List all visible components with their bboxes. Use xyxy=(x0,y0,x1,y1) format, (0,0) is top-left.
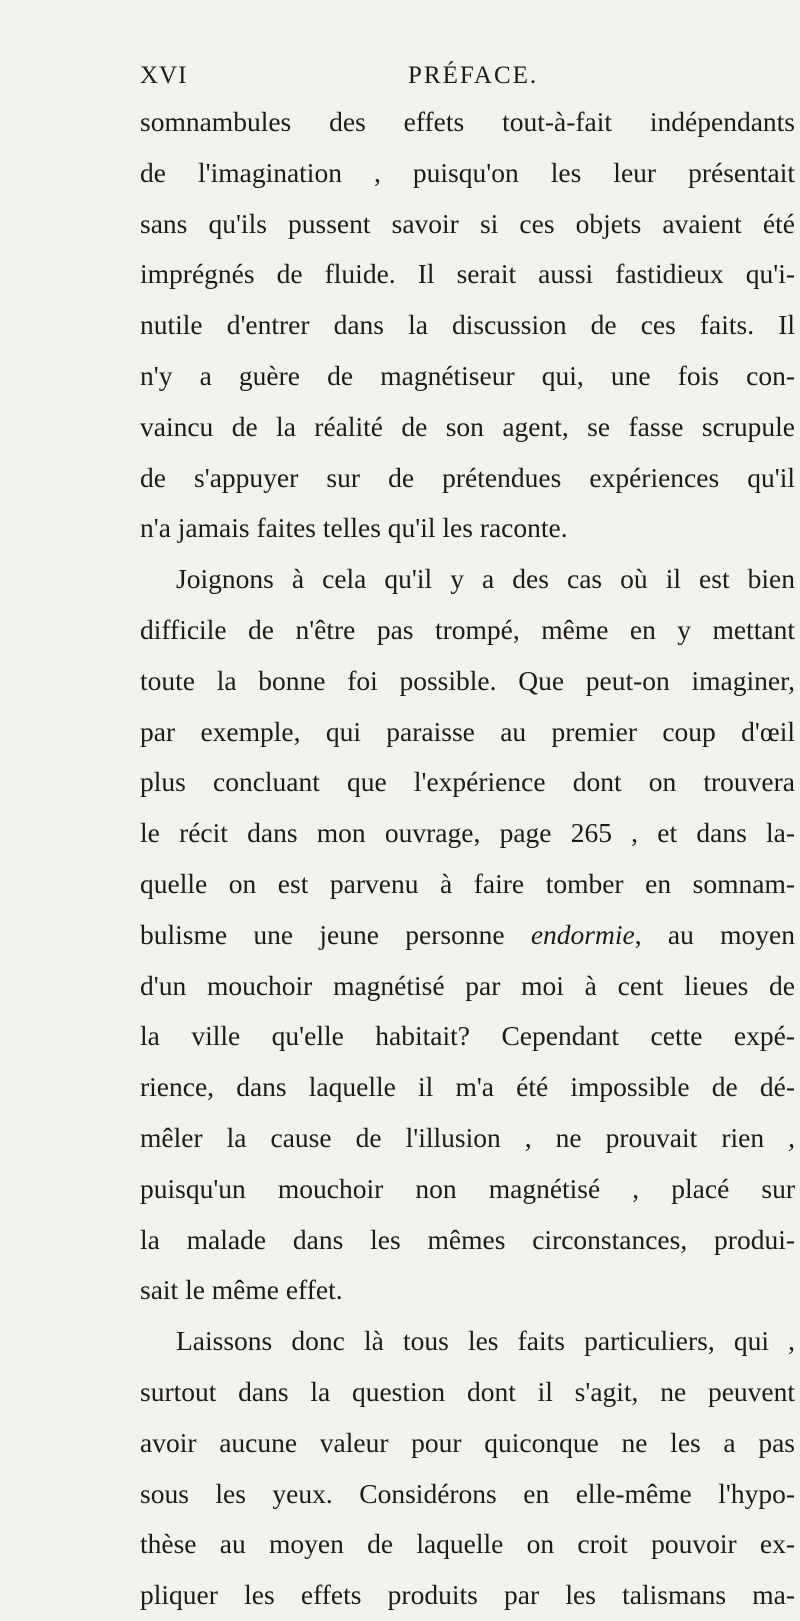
text-line: n'y a guère de magnétiseur qui, une fois con- xyxy=(140,359,795,391)
text-line: le récit dans mon ouvrage, page 265 , et dans la- xyxy=(140,817,795,849)
text-line: puisqu'un mouchoir non magnétisé , placé sur xyxy=(140,1172,795,1204)
text-line: nutile d'entrer dans la discussion de ces faits. Il xyxy=(140,309,795,341)
text-line: mêler la cause de l'illusion , ne prouvait rien , xyxy=(140,1121,795,1153)
text-line: vaincu de la réalité de son agent, se fasse scrupule xyxy=(140,410,795,442)
text-line: difficile de n'être pas trompé, même en y mettant xyxy=(140,613,795,645)
text-line: la ville qu'elle habitait? Cependant cette expé- xyxy=(140,1020,795,1052)
italic-word: endormie xyxy=(530,918,635,950)
paragraph-start-line: Joignons à cela qu'il y a des cas où il est bien xyxy=(176,563,795,595)
text-line: par exemple, qui paraisse au premier coup d'œil xyxy=(140,715,795,747)
text-segment: bulisme une jeune personne xyxy=(140,918,531,950)
text-line: de l'imagination , puisqu'on les leur présentait xyxy=(140,156,795,188)
page-number: XVI xyxy=(140,62,188,89)
body-text xyxy=(140,97,795,1621)
page-header xyxy=(0,62,800,102)
text-line: pliquer les effets produits par les talismans ma- xyxy=(140,1579,795,1611)
text-line: avoir aucune valeur pour quiconque ne les a pas xyxy=(140,1426,795,1458)
text-line: de s'appuyer sur de prétendues expériences qu'il xyxy=(140,461,795,493)
paragraph-end-line: sait le même effet. xyxy=(140,1274,343,1306)
text-line-with-italic xyxy=(140,910,795,961)
text-line: sans qu'ils pussent savoir si ces objets avaient été xyxy=(140,207,795,239)
text-line: surtout dans la question dont il s'agit, ne peuvent xyxy=(140,1375,795,1407)
text-line: plus concluant que l'expérience dont on trouvera xyxy=(140,766,795,798)
paragraph-end-line: n'a jamais faites telles qu'il les raconte. xyxy=(140,512,568,544)
paragraph-start-line: Laissons donc là tous les faits particuliers, qui , xyxy=(176,1325,795,1357)
text-line: rience, dans laquelle il m'a été impossible de dé- xyxy=(140,1071,795,1103)
text-line: somnambules des effets tout-à-fait indépendants xyxy=(140,106,795,137)
text-line: la malade dans les mêmes circonstances, produi- xyxy=(140,1223,795,1255)
text-line: d'un mouchoir magnétisé par moi à cent lieues de xyxy=(140,969,795,1001)
text-line: sous les yeux. Considérons en elle-même l'hypo- xyxy=(140,1477,795,1509)
text-line: imprégnés de fluide. Il serait aussi fastidieux qu'i- xyxy=(140,258,795,290)
text-line: thèse au moyen de laquelle on croit pouvoir ex- xyxy=(140,1528,795,1560)
text-line: toute la bonne foi possible. Que peut-on imaginer, xyxy=(140,664,795,696)
running-title: PRÉFACE. xyxy=(408,62,539,89)
text-segment: , au moyen xyxy=(634,918,795,950)
text-line: quelle on est parvenu à faire tomber en somnam- xyxy=(140,867,795,899)
